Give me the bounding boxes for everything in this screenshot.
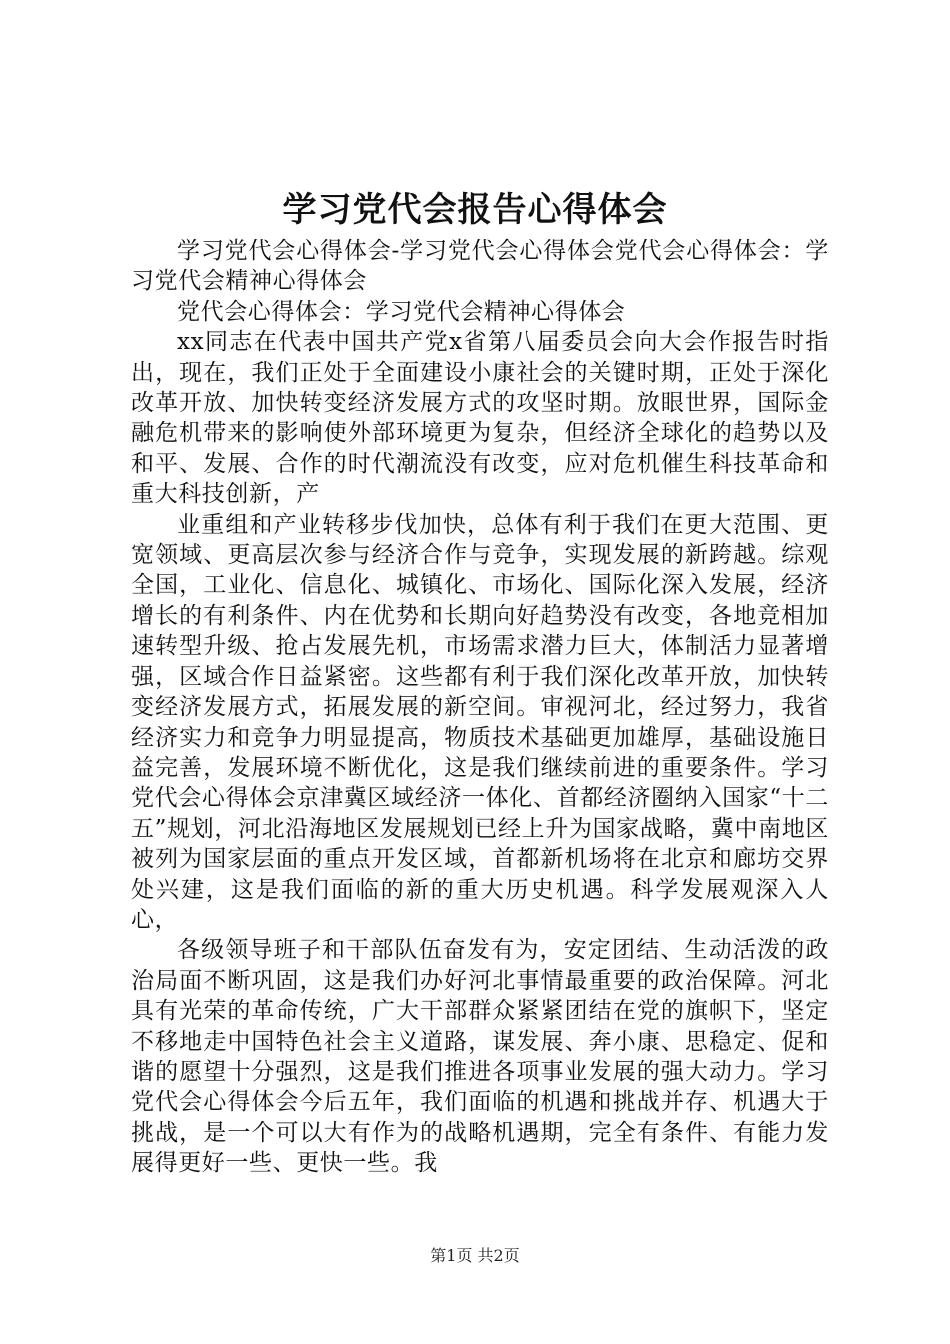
paragraph: xx同志在代表中国共产党x省第八届委员会向大会作报告时指出，现在，我们正处于全面建设小康社会的关键时期，正处于深化改革开放、加快转变经济发展方式的攻坚时期。放眼世界，国际金融危机带来的影响使外部环境更为复杂，但经济全球化的趋势以及和平、发展、合作的时代潮流没有改变，应对危机催生科技革命和重大科技创新，产 — [131, 329, 829, 508]
document-title: 学习党代会报告心得体会 — [282, 190, 668, 230]
paragraph: 党代会心得体会：学习党代会精神心得体会 — [177, 298, 626, 325]
page-number-footer: 第1页 共2页 — [430, 1246, 520, 1265]
paragraph: 学习党代会心得体会-学习党代会心得体会党代会心得体会：学习党代会精神心得体会 — [131, 238, 829, 295]
paragraph: 各级领导班子和干部队伍奋发有为，安定团结、生动活泼的政治局面不断巩固，这是我们办好河北事情最重要的政治保障。河北具有光荣的革命传统，广大干部群众紧紧团结在党的旗帜下，坚定不移地走中国特色社会主义道路，谋发展、奔小康、思稳定、促和谐的愿望十分强烈，这是我们推进各项事业发展的强大动力。学习党代会心得体会今后五年，我们面临的机遇和挑战并存、机遇大于挑战，是一个可以大有作为的战略机遇期，完全有条件、有能力发展得更好一些、更快一些。我 — [131, 937, 829, 1177]
paragraph: 业重组和产业转移步伐加快，总体有利于我们在更大范围、更宽领域、更高层次参与经济合作与竞争，实现发展的新跨越。综观全国，工业化、信息化、城镇化、市场化、国际化深入发展，经济增长的有利条件、内在优势和长期向好趋势没有改变，各地竞相加速转型升级、抢占发展先机，市场需求潜力巨大，体制活力显著增强，区域合作日益紧密。这些都有利于我们深化改革开放，加快转变经济发展方式，拓展发展的新空间。审视河北，经过努力，我省经济实力和竞争力明显提高，物质技术基础更加雄厚，基础设施日益完善，发展环境不断优化，这是我们继续前进的重要条件。学习党代会心得体会京津冀区域经济一体化、首都经济圈纳入国家“十二五”规划，河北沿海地区发展规划已经上升为国家战略，冀中南地区被列为国家层面的重点开发区域，首都新机场将在北京和廊坊交界处兴建，这是我们面临的新的重大历史机遇。科学发展观深入人心， — [131, 511, 829, 933]
document-body — [131, 236, 829, 1179]
